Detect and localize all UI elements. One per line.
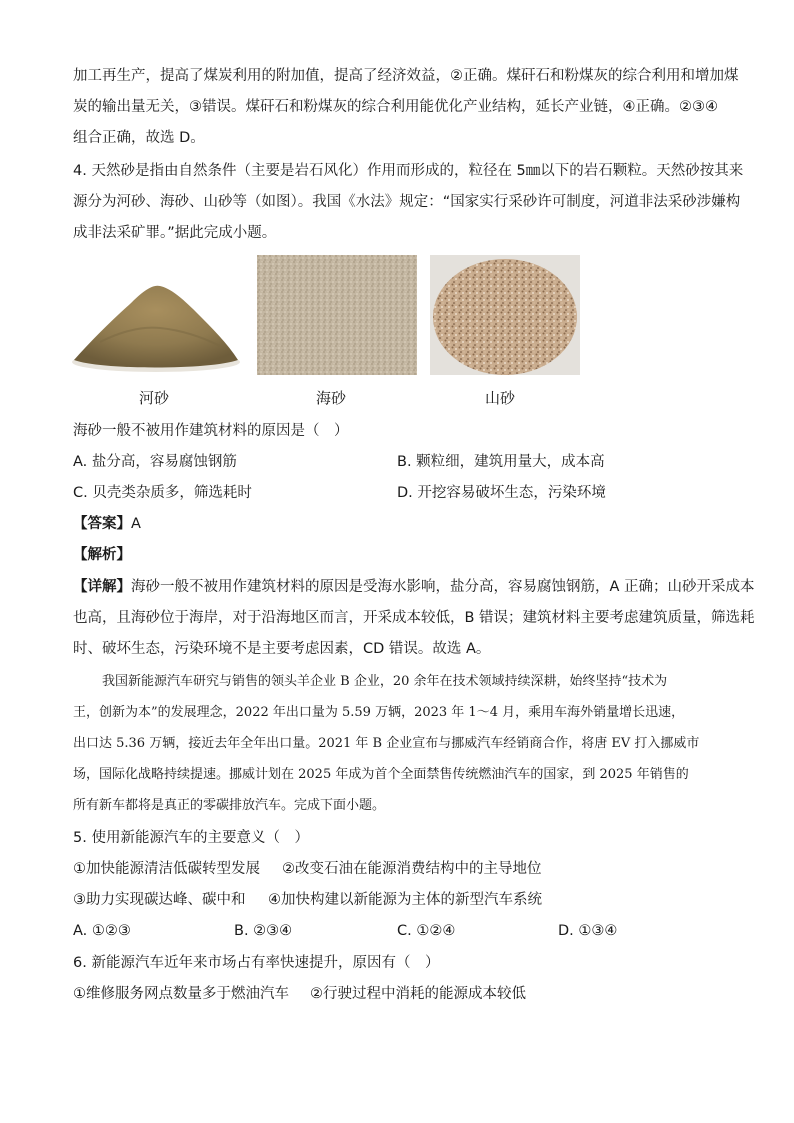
q5-option-a: A. ①②③ <box>73 923 131 939</box>
sea-sand-image <box>257 255 417 375</box>
q4-detail-line-1 <box>73 577 755 597</box>
q4-intro-line-3: 成非法采矿罪。”据此完成小题。 <box>73 225 277 241</box>
passage-line-2: 王，创新为本”的发展理念，2022 年出口量为 5.59 万辆，2023 年 1～4 月，乘用车海外销量增长迅速， <box>73 705 685 720</box>
answer-value: A <box>131 516 141 532</box>
passage-line-3: 出口达 5.36 万辆，接近去年全年出口量。2021 年 B 企业宣布与挪威汽车经销商合作，将唐 EV 打入挪威市 <box>73 736 700 751</box>
q5-statement-4: ④加快构建以新能源为主体的新型汽车系统 <box>268 892 542 908</box>
prev-answer-line-2: 炭的输出量无关，③错误。煤矸石和粉煤灰的综合利用能优化产业结构，延长产业链，④正确。②③④ <box>73 99 718 115</box>
q4-option-d: D. 开挖容易破坏生态，污染环境 <box>397 485 606 501</box>
q4-detail-line-2: 也高，且海砂位于海岸，对于沿海地区而言，开采成本较低，B 错误；建筑材料主要考虑建筑质量，筛选耗 <box>73 610 755 626</box>
passage-line-4: 场，国际化战略持续提速。挪威计划在 2025 年成为首个全面禁售传统燃油汽车的国家，到 2025 年销售的 <box>73 767 689 782</box>
q4-option-a: A. 盐分高，容易腐蚀钢筋 <box>73 454 237 470</box>
q4-intro-line-1: 4. 天然砂是指由自然条件（主要是岩石风化）作用而形成的，粒径在 5㎜以下的岩石颗粒。天然砂按其来 <box>73 163 744 179</box>
caption-sea-sand: 海砂 <box>316 389 347 407</box>
passage-line-5: 所有新车都将是真正的零碳排放汽车。完成下面小题。 <box>73 798 386 813</box>
prev-answer-line-1: 加工再生产，提高了煤炭利用的附加值，提高了经济效益，②正确。煤矸石和粉煤灰的综合利用和增加煤 <box>73 68 739 84</box>
mountain-sand-image <box>430 255 580 375</box>
prev-answer-line-3: 组合正确，故选 D。 <box>73 130 205 146</box>
q5-option-b: B. ②③④ <box>234 923 293 939</box>
q4-detail-line-3: 时、破坏生态，污染环境不是主要考虑因素，CD 错误。故选 A。 <box>73 641 491 657</box>
q4-answer <box>73 514 141 534</box>
q4-option-b: B. 颗粒细，建筑用量大，成本高 <box>397 454 605 470</box>
q5-stem: 5. 使用新能源汽车的主要意义（ ） <box>73 830 309 846</box>
caption-river-sand: 河砂 <box>139 389 170 407</box>
detail-text-1: 海砂一般不被用作建筑材料的原因是受海水影响，盐分高，容易腐蚀钢筋，A 正确；山砂开采成本 <box>131 579 755 595</box>
analysis-label: 【解析】 <box>73 547 131 563</box>
q6-stem: 6. 新能源汽车近年来市场占有率快速提升，原因有（ ） <box>73 955 440 971</box>
q6-statement-1: ①维修服务网点数量多于燃油汽车 <box>73 986 289 1002</box>
q5-statement-2: ②改变石油在能源消费结构中的主导地位 <box>282 861 542 877</box>
q4-intro-line-2: 源分为河砂、海砂、山砂等（如图）。我国《水法》规定：“国家实行采砂许可制度，河道非法采砂涉嫌构 <box>73 194 741 210</box>
answer-label: 【答案】 <box>73 516 131 532</box>
q6-statement-2: ②行驶过程中消耗的能源成本较低 <box>310 986 526 1002</box>
q5-option-c: C. ①②④ <box>397 923 456 939</box>
q4-option-c: C. 贝壳类杂质多，筛选耗时 <box>73 485 252 501</box>
q5-statement-1: ①加快能源清洁低碳转型发展 <box>73 861 260 877</box>
detail-label: 【详解】 <box>73 579 131 595</box>
passage-line-1: 我国新能源汽车研究与销售的领头羊企业 B 企业，20 余年在技术领域持续深耕，始终坚持“技术为 <box>102 674 668 689</box>
river-sand-image <box>70 262 242 382</box>
q4-stem: 海砂一般不被用作建筑材料的原因是（ ） <box>73 423 349 439</box>
caption-mountain-sand: 山砂 <box>485 389 516 407</box>
q5-statement-3: ③助力实现碳达峰、碳中和 <box>73 892 246 908</box>
q5-option-d: D. ①③④ <box>558 923 618 939</box>
